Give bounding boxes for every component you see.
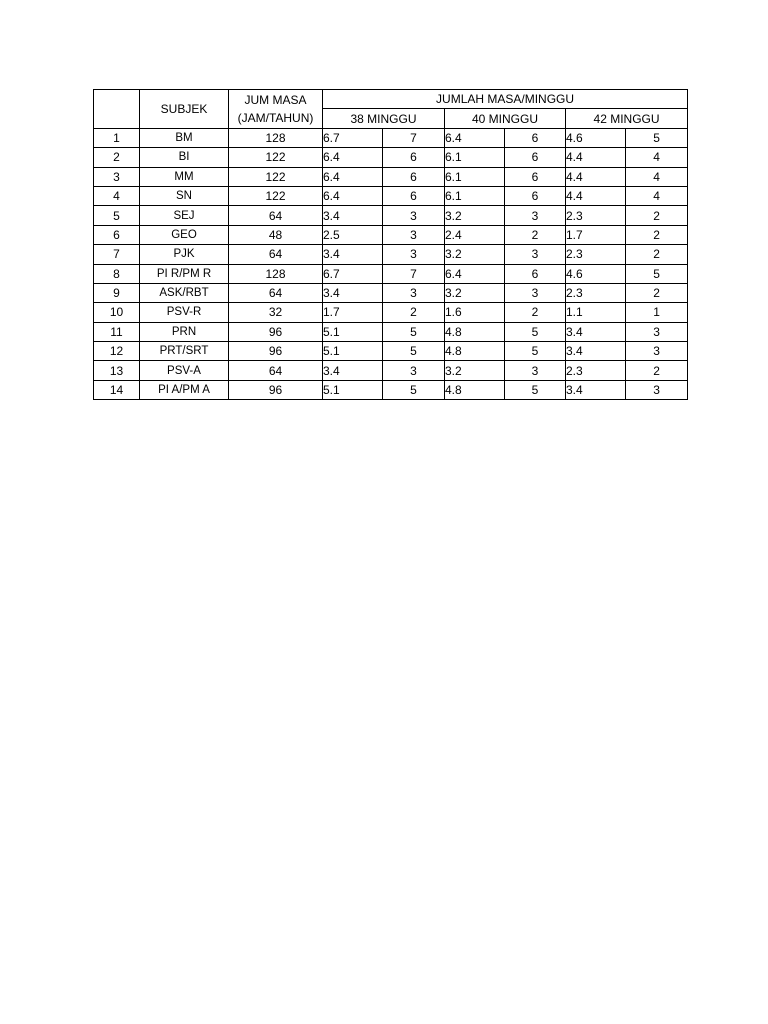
subject-name-cell: PI R/PM R [140,264,229,283]
w38-rounded-cell: 5 [383,342,445,361]
header-row-1 [94,90,688,109]
w38-rounded-cell: 5 [383,322,445,341]
jam-tahun-value-cell: 64 [229,361,323,380]
w40-decimal-cell: 3.2 [445,283,505,302]
jam-tahun-value-cell: 96 [229,342,323,361]
w42-decimal-cell: 1.7 [566,225,626,244]
w42-rounded-cell: 5 [626,128,688,147]
w38-decimal-cell: 2.5 [323,225,383,244]
w42-rounded-cell: 2 [626,206,688,225]
w38-decimal-cell: 3.4 [323,283,383,302]
w40-decimal-cell: 6.4 [445,264,505,283]
w40-rounded-cell: 3 [505,361,566,380]
w38-decimal-cell: 1.7 [323,303,383,322]
w42-rounded-cell: 4 [626,167,688,186]
w40-rounded-cell: 3 [505,283,566,302]
w42-rounded-cell: 2 [626,225,688,244]
w40-rounded-cell: 5 [505,380,566,399]
w40-rounded-cell: 2 [505,225,566,244]
subject-name-cell: PSV-R [140,303,229,322]
w38-rounded-cell: 7 [383,128,445,147]
w38-rounded-cell: 5 [383,380,445,399]
table-row [94,128,688,147]
header-40-minggu: 40 MINGGU [445,109,566,128]
row-number-cell: 9 [94,283,140,302]
jum-masa-header-line1: JUM MASA [244,92,307,107]
row-number-cell: 3 [94,167,140,186]
row-number-cell: 4 [94,186,140,205]
jam-tahun-value-cell: 64 [229,283,323,302]
w38-decimal-cell: 3.4 [323,245,383,264]
w38-decimal-cell: 5.1 [323,380,383,399]
w42-decimal-cell: 3.4 [566,342,626,361]
w42-rounded-cell: 2 [626,361,688,380]
w42-rounded-cell: 4 [626,148,688,167]
w40-decimal-cell: 4.8 [445,380,505,399]
table-row [94,361,688,380]
w40-decimal-cell: 6.1 [445,148,505,167]
w38-rounded-cell: 3 [383,225,445,244]
table-header [94,90,688,129]
w42-rounded-cell: 4 [626,186,688,205]
time-allocation-table [93,89,688,400]
w40-decimal-cell: 6.1 [445,167,505,186]
subject-name-cell: PRN [140,322,229,341]
table-row [94,322,688,341]
w42-decimal-cell: 2.3 [566,245,626,264]
jam-tahun-value-cell: 48 [229,225,323,244]
subject-name-cell: PSV-A [140,361,229,380]
w40-decimal-cell: 4.8 [445,342,505,361]
header-42-minggu: 42 MINGGU [566,109,688,128]
w40-decimal-cell: 4.8 [445,322,505,341]
table-row [94,283,688,302]
jam-tahun-value-cell: 64 [229,245,323,264]
subject-name-cell: SN [140,186,229,205]
w38-rounded-cell: 3 [383,245,445,264]
w42-decimal-cell: 2.3 [566,361,626,380]
jum-masa-header-line2: (JAM/TAHUN) [237,110,314,125]
w38-rounded-cell: 6 [383,167,445,186]
w42-decimal-cell: 4.4 [566,167,626,186]
w42-decimal-cell: 4.4 [566,148,626,167]
w38-rounded-cell: 3 [383,206,445,225]
subject-name-cell: BM [140,128,229,147]
row-number-cell: 10 [94,303,140,322]
jam-tahun-value-cell: 96 [229,380,323,399]
w38-decimal-cell: 6.7 [323,128,383,147]
w38-rounded-cell: 6 [383,186,445,205]
w38-decimal-cell: 3.4 [323,361,383,380]
w38-rounded-cell: 3 [383,283,445,302]
header-38-minggu: 38 MINGGU [323,109,445,128]
w42-rounded-cell: 3 [626,342,688,361]
w38-rounded-cell: 6 [383,148,445,167]
w42-decimal-cell: 2.3 [566,206,626,225]
table-row [94,380,688,399]
jam-tahun-value-cell: 122 [229,186,323,205]
subject-name-cell: MM [140,167,229,186]
w40-decimal-cell: 3.2 [445,245,505,264]
w38-decimal-cell: 5.1 [323,342,383,361]
row-number-cell: 7 [94,245,140,264]
w38-decimal-cell: 5.1 [323,322,383,341]
w40-decimal-cell: 3.2 [445,206,505,225]
w40-rounded-cell: 3 [505,206,566,225]
w38-rounded-cell: 7 [383,264,445,283]
table-row [94,186,688,205]
w42-decimal-cell: 2.3 [566,283,626,302]
w42-decimal-cell: 3.4 [566,380,626,399]
w40-decimal-cell: 3.2 [445,361,505,380]
w40-decimal-cell: 2.4 [445,225,505,244]
table-row [94,264,688,283]
jam-tahun-value-cell: 128 [229,128,323,147]
row-number-cell: 2 [94,148,140,167]
jam-tahun-value-cell: 128 [229,264,323,283]
jam-tahun-value-cell: 122 [229,148,323,167]
subjek-header: SUBJEK [140,90,229,129]
w42-rounded-cell: 3 [626,322,688,341]
jam-tahun-value-cell: 64 [229,206,323,225]
row-number-cell: 13 [94,361,140,380]
w40-rounded-cell: 3 [505,245,566,264]
w40-rounded-cell: 6 [505,264,566,283]
w38-rounded-cell: 2 [383,303,445,322]
jam-tahun-value-cell: 96 [229,322,323,341]
w40-rounded-cell: 6 [505,128,566,147]
subject-name-cell: PRT/SRT [140,342,229,361]
w38-decimal-cell: 6.4 [323,148,383,167]
row-number-cell: 12 [94,342,140,361]
w40-decimal-cell: 1.6 [445,303,505,322]
row-number-cell: 14 [94,380,140,399]
table-row [94,206,688,225]
w42-decimal-cell: 1.1 [566,303,626,322]
w38-decimal-cell: 6.4 [323,186,383,205]
table-row [94,167,688,186]
table-row [94,225,688,244]
w42-decimal-cell: 4.6 [566,128,626,147]
subject-name-cell: PJK [140,245,229,264]
jam-tahun-value-cell: 32 [229,303,323,322]
row-number-cell: 6 [94,225,140,244]
row-number-cell: 8 [94,264,140,283]
w38-decimal-cell: 6.7 [323,264,383,283]
w40-rounded-cell: 6 [505,167,566,186]
w42-rounded-cell: 2 [626,245,688,264]
w42-decimal-cell: 4.6 [566,264,626,283]
w40-rounded-cell: 2 [505,303,566,322]
w38-rounded-cell: 3 [383,361,445,380]
w40-decimal-cell: 6.4 [445,128,505,147]
subject-name-cell: GEO [140,225,229,244]
subject-name-cell: SEJ [140,206,229,225]
w40-decimal-cell: 6.1 [445,186,505,205]
jum-masa-header [229,90,323,129]
subject-name-cell: PI A/PM A [140,380,229,399]
w40-rounded-cell: 5 [505,342,566,361]
jam-tahun-value-cell: 122 [229,167,323,186]
table-row [94,303,688,322]
table-row [94,342,688,361]
w42-decimal-cell: 4.4 [566,186,626,205]
row-number-cell: 5 [94,206,140,225]
row-number-cell: 1 [94,128,140,147]
table-row [94,245,688,264]
table-row [94,148,688,167]
no-header [94,90,140,129]
w40-rounded-cell: 6 [505,186,566,205]
w42-rounded-cell: 5 [626,264,688,283]
w42-rounded-cell: 2 [626,283,688,302]
w40-rounded-cell: 6 [505,148,566,167]
row-number-cell: 11 [94,322,140,341]
subject-name-cell: ASK/RBT [140,283,229,302]
jumlah-masa-minggu-header: JUMLAH MASA/MINGGU [323,90,688,109]
w42-decimal-cell: 3.4 [566,322,626,341]
w40-rounded-cell: 5 [505,322,566,341]
table-body [94,128,688,399]
subject-name-cell: BI [140,148,229,167]
w42-rounded-cell: 3 [626,380,688,399]
w38-decimal-cell: 6.4 [323,167,383,186]
w38-decimal-cell: 3.4 [323,206,383,225]
w42-rounded-cell: 1 [626,303,688,322]
